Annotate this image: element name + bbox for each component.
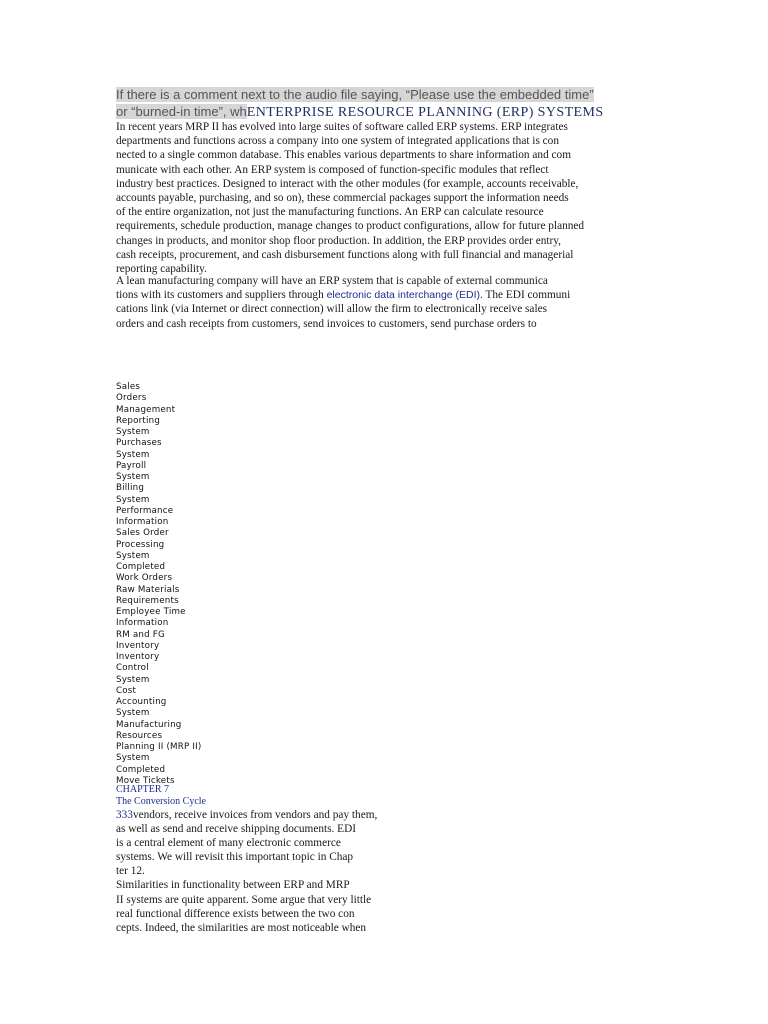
diagram-label: Completed (116, 562, 166, 572)
diagram-label: Employee Time (116, 607, 186, 617)
paragraph-line: industry best practices. Designed to interact with the other modules (for example, accounts receivable, (116, 177, 579, 190)
diagram-label: Inventory (116, 640, 160, 651)
paragraph-erp-overview (116, 120, 656, 276)
diagram-label: Move Tickets (116, 775, 175, 786)
diagram-label: Reporting (116, 415, 161, 426)
paragraph-line (116, 808, 426, 822)
paragraph-line: reporting capability. (116, 263, 207, 276)
diagram-label: Manufacturing (116, 719, 182, 730)
diagram-label-list (116, 382, 202, 787)
diagram-label: Cost (116, 685, 137, 696)
section-title: ENTERPRISE RESOURCE PLANNING (ERP) SYSTEMS (246, 105, 604, 120)
paragraph-line: accounts payable, purchasing, and so on), these commercial packages support the information needs (116, 192, 569, 205)
diagram-label: RM and FG (116, 629, 165, 640)
paragraph-line: real functional difference exists between the two con (116, 907, 355, 920)
paragraph-text: . The EDI communi (480, 289, 571, 302)
diagram-label: System (116, 427, 150, 437)
diagram-label: Billing (116, 483, 145, 494)
diagram-label: System (116, 674, 150, 685)
diagram-label: System (116, 472, 150, 482)
paragraph-line: is a central element of many electronic commerce (116, 837, 341, 850)
paragraph-text: vendors, receive invoices from vendors and pay them, (132, 809, 378, 821)
paragraph-line: nected to a single common database. This enables various departments to share information and com (116, 149, 571, 162)
diagram-label: Sales (116, 382, 141, 392)
highlighted-comment-text-continued: or “burned-in time”, wh (116, 104, 247, 119)
paragraph-line: Similarities in functionality between ERP and MRP (116, 879, 350, 892)
edi-term-link[interactable]: electronic data interchange (EDI) (326, 289, 481, 302)
diagram-label: Resources (116, 730, 163, 741)
diagram-label: Work Orders (116, 573, 173, 584)
paragraph-line: municate with each other. An ERP system is composed of function-specific modules that reflect (116, 163, 549, 176)
diagram-label: Planning II (MRP II) (116, 742, 202, 752)
paragraph-line: orders and cash receipts from customers, send invoices to customers, send purchase orders to (116, 317, 537, 330)
diagram-label: Requirements (116, 595, 179, 606)
diagram-label: Inventory (116, 652, 160, 662)
paragraph-line: changes in products, and monitor shop floor production. In addition, the ERP provides order entry, (116, 234, 561, 247)
column-paragraph (116, 808, 426, 935)
paragraph-line: cepts. Indeed, the similarities are most noticeable when (116, 921, 367, 934)
diagram-label: Completed (116, 764, 166, 775)
diagram-label: Payroll (116, 460, 147, 471)
paragraph-text: tions with its customers and suppliers through (116, 289, 327, 302)
diagram-label: System (116, 708, 150, 719)
paragraph-line (116, 288, 656, 302)
paragraph-line: In recent years MRP II has evolved into large suites of software called ERP systems. ERP integrates (116, 121, 568, 133)
diagram-label: Orders (116, 393, 147, 404)
page-number: 333 (116, 809, 133, 821)
chapter-label: CHAPTER 7 (116, 784, 170, 795)
paragraph-line: requirements, schedule production, manage changes to product configurations, allow for future planned (116, 220, 585, 233)
comment-note-line (116, 86, 594, 103)
chapter-header (116, 784, 206, 808)
diagram-label: System (116, 753, 150, 764)
diagram-label: Performance (116, 505, 174, 516)
diagram-label: System (116, 550, 150, 561)
paragraph-line: as well as send and receive shipping documents. EDI (116, 823, 356, 836)
diagram-label: Sales Order (116, 528, 169, 539)
highlighted-comment-text: If there is a comment next to the audio file saying, “Please use the embedded time” (116, 87, 594, 102)
paragraph-line: of the entire organization, not just the manufacturing functions. An ERP can calculate resource (116, 206, 544, 219)
paragraph-line: cations link (via Internet or direct connection) will allow the firm to electronically receive sales (116, 303, 547, 316)
diagram-label: Management (116, 404, 176, 415)
paragraph-line: A lean manufacturing company will have an ERP system that is capable of external communica (116, 275, 548, 287)
diagram-label: Control (116, 663, 149, 674)
diagram-label: Information (116, 517, 169, 527)
paragraph-line: ter 12. (116, 865, 145, 878)
diagram-label: Purchases (116, 438, 162, 449)
paragraph-line: II systems are quite apparent. Some argue that very little (116, 893, 372, 906)
diagram-label: Processing (116, 539, 165, 550)
diagram-label: System (116, 494, 150, 505)
diagram-label: Raw Materials (116, 584, 180, 595)
chapter-title: The Conversion Cycle (116, 796, 206, 807)
paragraph-lean-manufacturing (116, 274, 656, 331)
paragraph-line: cash receipts, procurement, and cash disbursement functions along with full financial and managerial (116, 248, 574, 261)
section-heading-line (116, 103, 604, 121)
diagram-label: Accounting (116, 697, 167, 707)
paragraph-line: departments and functions across a company into one system of integrated applications that is con (116, 135, 559, 148)
diagram-label: System (116, 449, 150, 460)
diagram-label: Information (116, 618, 169, 629)
paragraph-line: systems. We will revisit this important topic in Chap (116, 851, 354, 864)
